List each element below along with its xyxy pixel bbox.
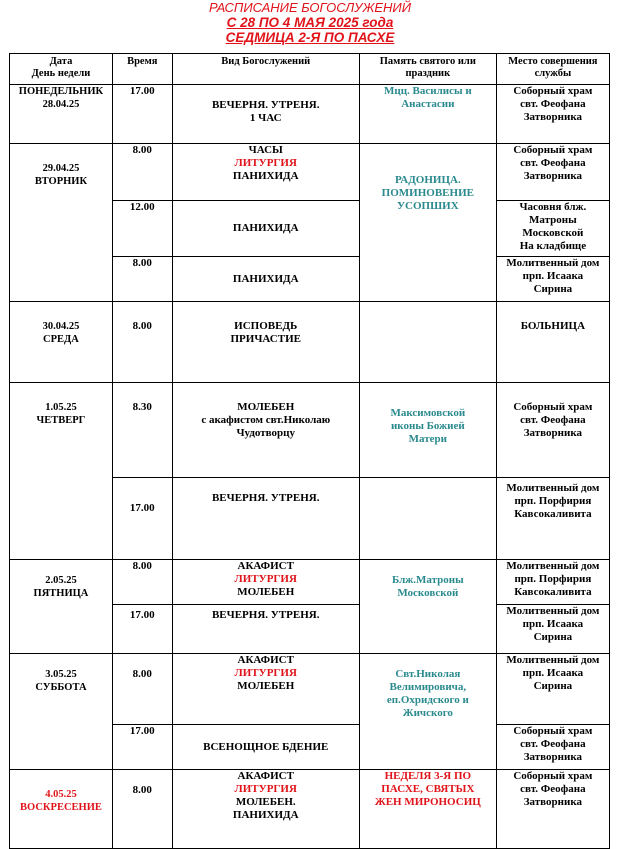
date-cell: 1.05.25 ЧЕТВЕРГ xyxy=(10,383,113,560)
schedule-title xyxy=(0,0,620,45)
title-line-3-week: СЕДМИЦА 2-Я ПО ПАСХЕ xyxy=(225,30,395,45)
time-cell: 17.00 xyxy=(112,605,172,654)
time-cell: 8.00 xyxy=(112,257,172,302)
memory-cell: Мцц. Василисы и Анастасии xyxy=(359,85,496,144)
place-cell: Молитвенный дом прп. Исаака Сирина xyxy=(496,654,609,725)
title-line-2-dates: С 28 ПО 4 МАЯ 2025 года xyxy=(226,15,394,30)
header-place: Место совершения службы xyxy=(496,54,609,85)
service-cell: АКАФИСТ ЛИТУРГИЯ МОЛЕБЕН xyxy=(172,654,359,725)
service-cell: ВЕЧЕРНЯ. УТРЕНЯ. xyxy=(172,478,359,560)
place-cell: Часовня блж. Матроны Московской На кладбище xyxy=(496,201,609,257)
time-cell: 17.00 xyxy=(112,725,172,770)
date-cell: 29.04.25 ВТОРНИК xyxy=(10,144,113,302)
time-cell: 8.30 xyxy=(112,383,172,478)
service-cell: ЧАСЫ ЛИТУРГИЯ ПАНИХИДА xyxy=(172,144,359,201)
service-cell: ПАНИХИДА xyxy=(172,201,359,257)
place-cell: Соборный храм свт. Феофана Затворника xyxy=(496,725,609,770)
service-cell: ВСЕНОЩНОЕ БДЕНИЕ xyxy=(172,725,359,770)
time-cell: 8.00 xyxy=(112,654,172,725)
schedule-table xyxy=(9,53,610,849)
service-cell: МОЛЕБЕН с акафистом свт.Николаю Чудотворцу xyxy=(172,383,359,478)
memory-cell: РАДОНИЦА. ПОМИНОВЕНИЕ УСОПШИХ xyxy=(359,144,496,302)
place-cell: Соборный храм свт. Феофана Затворника xyxy=(496,144,609,201)
table-row-sunday xyxy=(10,770,610,849)
place-cell: Молитвенный дом прп. Порфирия Кавсокаливита xyxy=(496,560,609,605)
header-memory: Память святого или праздник xyxy=(359,54,496,85)
time-cell: 17.00 xyxy=(112,478,172,560)
header-service: Вид Богослужений xyxy=(172,54,359,85)
header-row xyxy=(10,54,610,85)
table-row-friday xyxy=(10,560,610,605)
header-date: Дата День недели xyxy=(10,54,113,85)
memory-cell: НЕДЕЛЯ 3-Я ПО ПАСХЕ, СВЯТЫХ ЖЕН МИРОНОСИЦ xyxy=(359,770,496,849)
service-cell: АКАФИСТ ЛИТУРГИЯ МОЛЕБЕН xyxy=(172,560,359,605)
place-cell: Молитвенный дом прп. Исаака Сирина xyxy=(496,605,609,654)
service-cell: ВЕЧЕРНЯ. УТРЕНЯ. xyxy=(172,605,359,654)
memory-cell: Свт.Николая Велимировича, еп.Охридского и Жичского xyxy=(359,654,496,770)
memory-cell: Максимовской иконы Божией Матери xyxy=(359,383,496,478)
table-row-thursday xyxy=(10,383,610,478)
memory-cell xyxy=(359,478,496,560)
place-cell: Соборный храм свт. Феофана Затворника xyxy=(496,383,609,478)
memory-cell xyxy=(359,302,496,383)
title-line-1: РАСПИСАНИЕ БОГОСЛУЖЕНИЙ xyxy=(208,0,412,15)
table-row-saturday xyxy=(10,654,610,725)
date-cell: ПОНЕДЕЛЬНИК 28.04.25 xyxy=(10,85,113,144)
service-cell: ИСПОВЕДЬ ПРИЧАСТИЕ xyxy=(172,302,359,383)
place-cell: Молитвенный дом прп. Порфирия Кавсокаливита xyxy=(496,478,609,560)
date-cell: 30.04.25 СРЕДА xyxy=(10,302,113,383)
table-row-wednesday xyxy=(10,302,610,383)
time-cell: 8.00 xyxy=(112,560,172,605)
time-cell: 17.00 xyxy=(112,85,172,144)
date-cell: 3.05.25 СУББОТА xyxy=(10,654,113,770)
service-cell: АКАФИСТ ЛИТУРГИЯ МОЛЕБЕН. ПАНИХИДА xyxy=(172,770,359,849)
memory-cell: Блж.Матроны Московской xyxy=(359,560,496,654)
date-cell: 4.05.25 ВОСКРЕСЕНИЕ xyxy=(10,770,113,849)
time-cell: 12.00 xyxy=(112,201,172,257)
time-cell: 8.00 xyxy=(112,144,172,201)
service-cell: ВЕЧЕРНЯ. УТРЕНЯ. 1 ЧАС xyxy=(172,85,359,144)
place-cell: Соборный храм свт. Феофана Затворника xyxy=(496,85,609,144)
table-row-monday xyxy=(10,85,610,144)
table-row-tuesday xyxy=(10,144,610,201)
place-cell: Молитвенный дом прп. Исаака Сирина xyxy=(496,257,609,302)
place-cell: Соборный храм свт. Феофана Затворника xyxy=(496,770,609,849)
time-cell: 8.00 xyxy=(112,770,172,849)
place-cell: БОЛЬНИЦА xyxy=(496,302,609,383)
service-cell: ПАНИХИДА xyxy=(172,257,359,302)
time-cell: 8.00 xyxy=(112,302,172,383)
header-time: Время xyxy=(112,54,172,85)
date-cell: 2.05.25 ПЯТНИЦА xyxy=(10,560,113,654)
